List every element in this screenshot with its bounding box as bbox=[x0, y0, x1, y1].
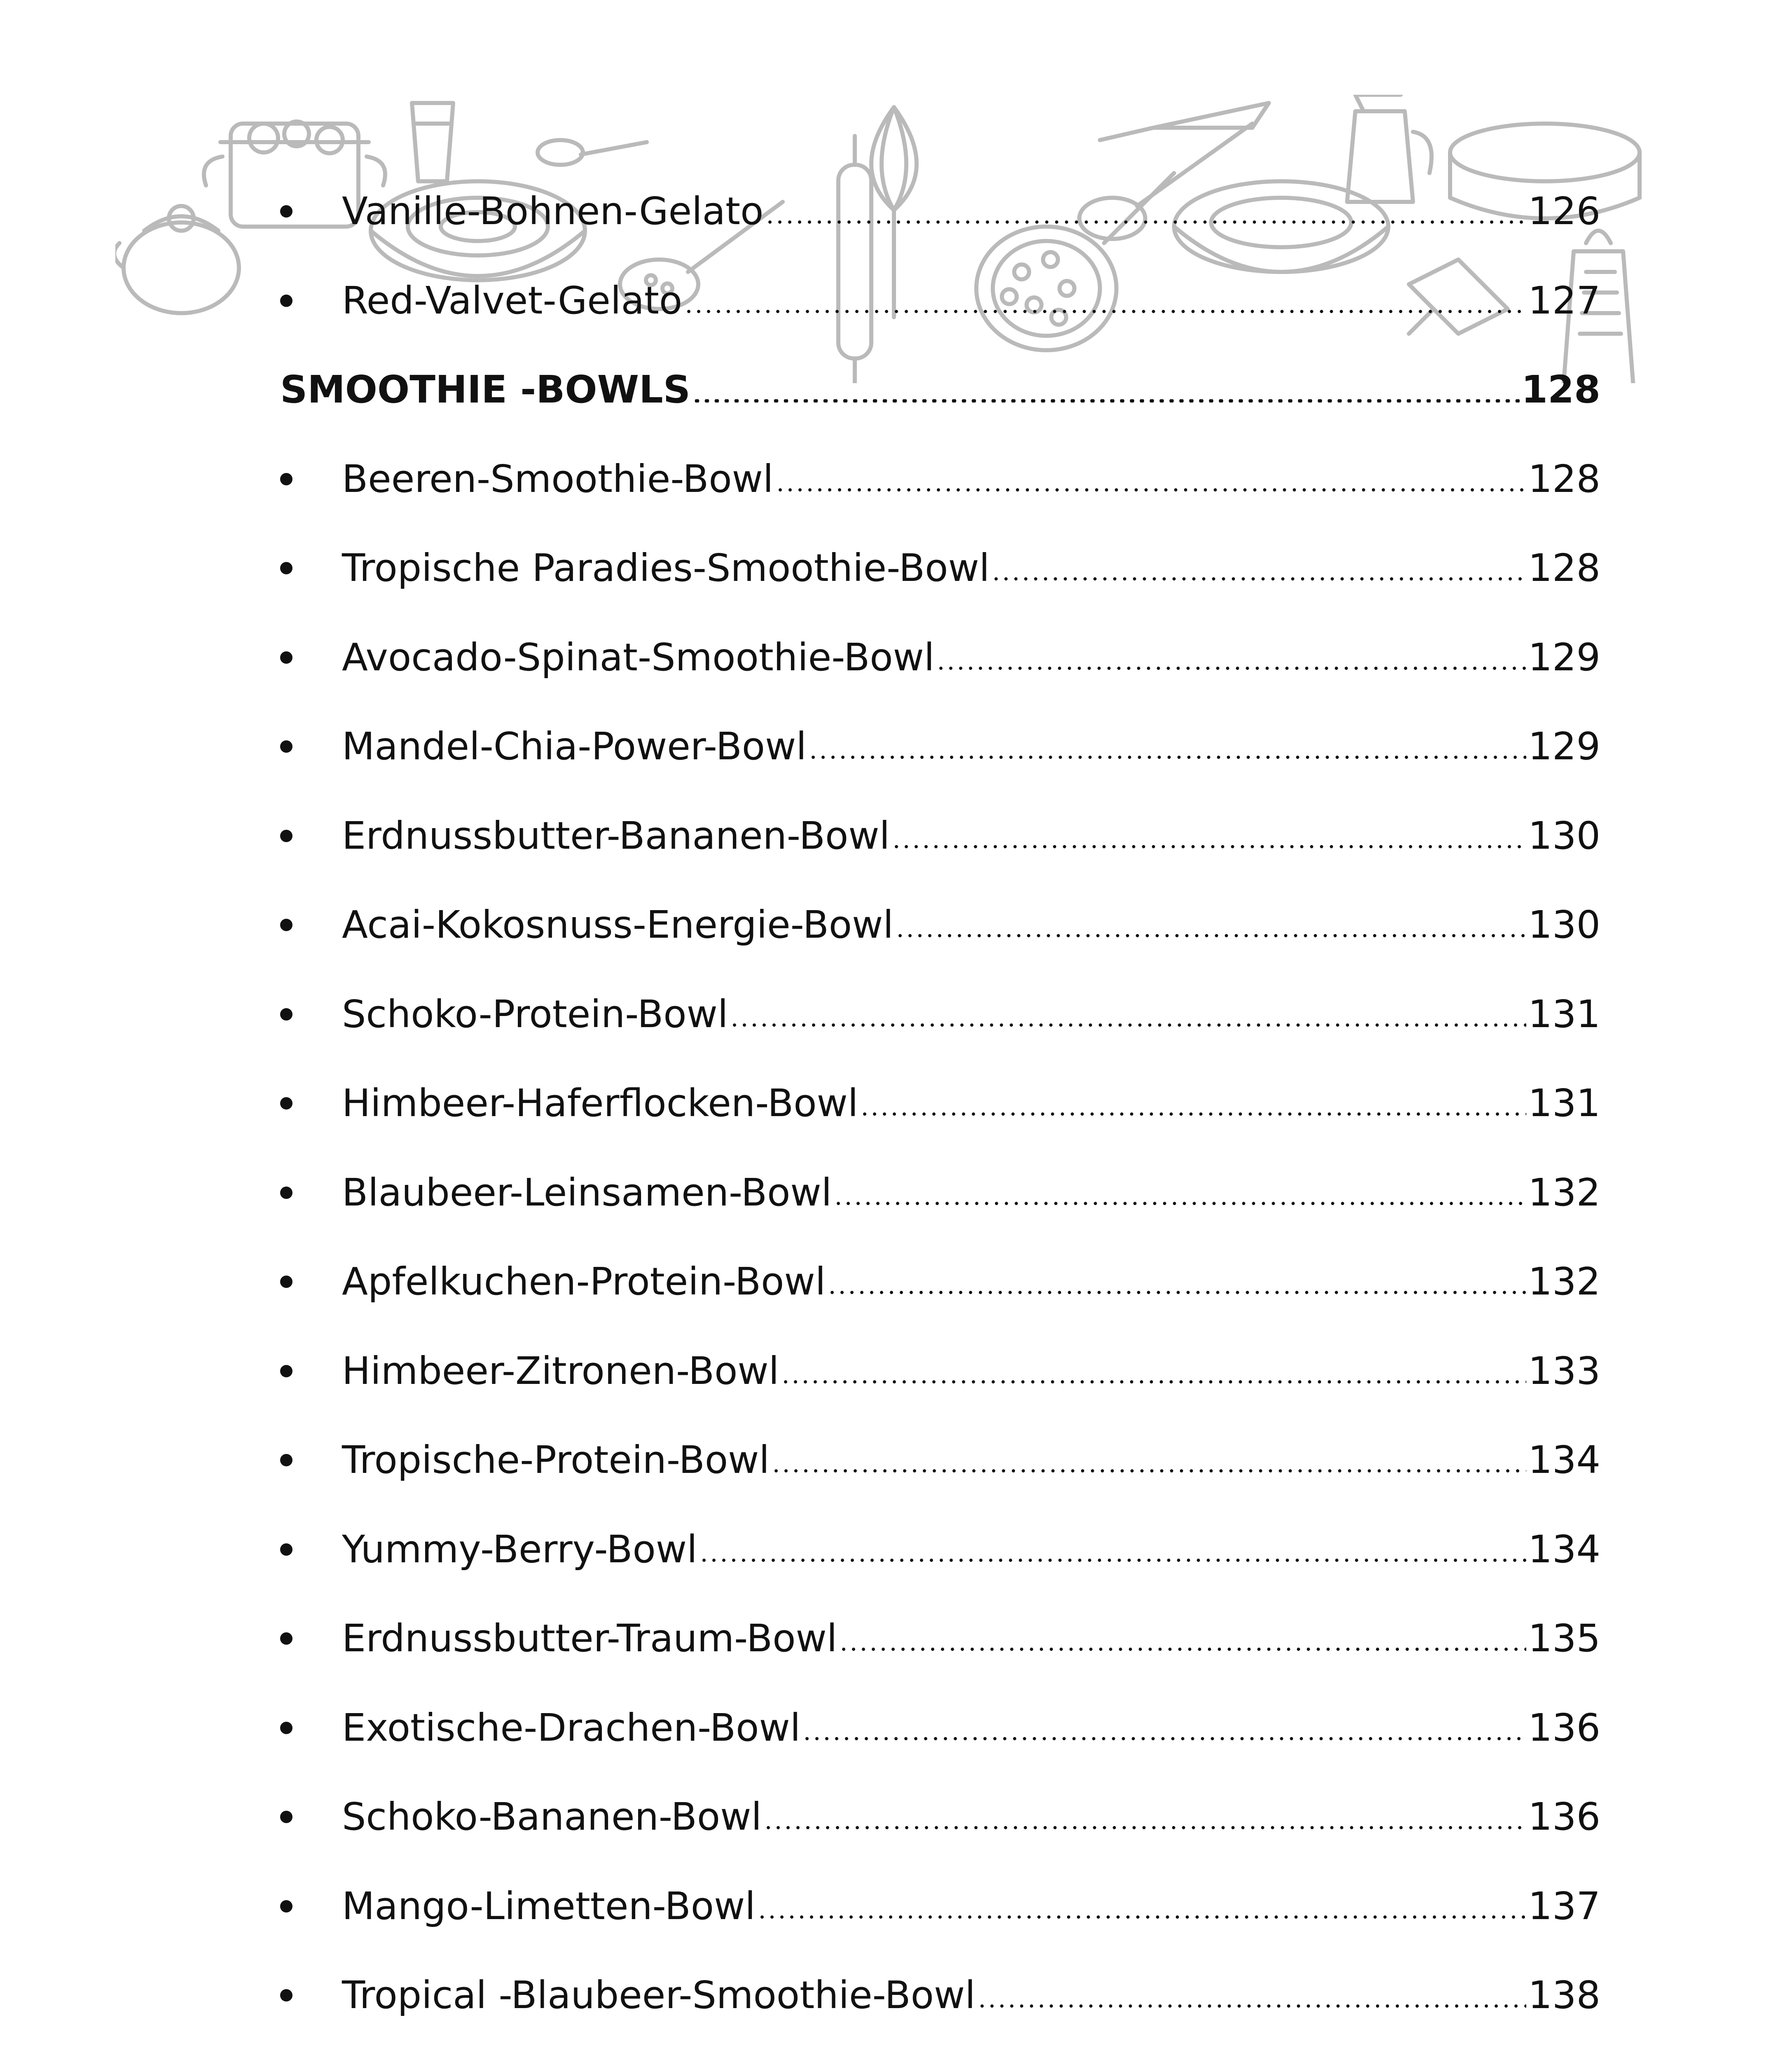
toc-entry[interactable] bbox=[280, 1594, 1600, 1683]
toc-entry-page: 132 bbox=[1528, 1170, 1600, 1215]
dot-leader bbox=[808, 756, 1526, 759]
bullet-icon bbox=[280, 295, 292, 307]
toc-entry-title: Avocado-Spinat-Smoothie-Bowl bbox=[342, 635, 935, 679]
toc-entry-title: Tropische Paradies-Smoothie-Bowl bbox=[342, 546, 990, 590]
toc-entry-page: 135 bbox=[1528, 1616, 1600, 1661]
toc-entry[interactable] bbox=[280, 791, 1600, 881]
dot-leader bbox=[730, 1023, 1526, 1027]
bullet-icon bbox=[280, 1008, 292, 1021]
toc-entry-page: 126 bbox=[1528, 189, 1600, 234]
toc-entry[interactable] bbox=[280, 702, 1600, 791]
toc-section-title: SMOOTHIE -BOWLS bbox=[280, 368, 690, 412]
toc-entry[interactable] bbox=[280, 1505, 1600, 1594]
toc-section-page: 128 bbox=[1521, 368, 1600, 412]
toc-entry[interactable] bbox=[280, 970, 1600, 1059]
toc-entry[interactable] bbox=[280, 1148, 1600, 1238]
bullet-icon bbox=[280, 1365, 292, 1377]
toc-entry-title: Yummy-Berry-Bowl bbox=[342, 1527, 697, 1571]
toc-entry[interactable] bbox=[280, 880, 1600, 970]
toc-entry-page: 136 bbox=[1528, 1705, 1600, 1750]
toc-entry-title: Apfelkuchen-Protein-Bowl bbox=[342, 1259, 826, 1304]
toc-entry-title: Himbeer-Haferflocken-Bowl bbox=[342, 1081, 859, 1126]
toc-entry-title: Beeren-Smoothie-Bowl bbox=[342, 456, 774, 501]
dot-leader bbox=[757, 1915, 1527, 1919]
dot-leader bbox=[692, 398, 1520, 403]
dot-leader bbox=[827, 1291, 1526, 1294]
toc-entry-title: Mandel-Chia-Power-Bowl bbox=[342, 724, 807, 769]
toc-entry-title: Schoko-Protein-Bowl bbox=[342, 992, 728, 1036]
toc-entry-page: 137 bbox=[1528, 1884, 1600, 1928]
toc-entry-title: Red-Valvet-Gelato bbox=[342, 278, 683, 323]
toc-entry[interactable] bbox=[280, 1862, 1600, 1951]
toc-entry-page: 134 bbox=[1528, 1527, 1600, 1571]
toc-entry-title: Blaubeer-Leinsamen-Bowl bbox=[342, 1170, 832, 1215]
toc-entry[interactable] bbox=[280, 167, 1600, 256]
toc-entry-page: 129 bbox=[1528, 724, 1600, 769]
toc-entry-title: Tropische-Protein-Bowl bbox=[342, 1438, 770, 1482]
dot-leader bbox=[771, 1469, 1526, 1472]
knife-icon bbox=[1100, 103, 1269, 140]
toc-entry[interactable] bbox=[280, 1237, 1600, 1327]
sugar-bowl-icon bbox=[115, 206, 239, 313]
toc-entry[interactable] bbox=[280, 1059, 1600, 1148]
toc-entry-page: 129 bbox=[1528, 635, 1600, 679]
toc-section-heading[interactable] bbox=[280, 345, 1600, 435]
toc-entry[interactable] bbox=[280, 524, 1600, 613]
dot-leader bbox=[775, 488, 1527, 492]
dot-leader bbox=[991, 577, 1526, 581]
dot-leader bbox=[765, 220, 1526, 224]
dot-leader bbox=[860, 1112, 1526, 1116]
dot-leader bbox=[936, 667, 1526, 670]
toc-entry-page: 138 bbox=[1528, 1973, 1600, 2018]
toc-entry-page: 132 bbox=[1528, 1259, 1600, 1304]
toc-entry[interactable] bbox=[280, 1772, 1600, 1862]
toc-entry-page: 134 bbox=[1528, 1438, 1600, 1482]
dot-leader bbox=[977, 2004, 1527, 2008]
toc-entry-page: 127 bbox=[1528, 278, 1600, 323]
toc-entry-page: 131 bbox=[1528, 1081, 1600, 1126]
toc-entry-title: Schoko-Bananen-Bowl bbox=[342, 1795, 762, 1839]
bullet-icon bbox=[280, 1543, 292, 1556]
toc-entry-title: Acai-Kokosnuss-Energie-Bowl bbox=[342, 903, 894, 947]
toc-entry[interactable] bbox=[280, 256, 1600, 346]
dot-leader bbox=[781, 1380, 1526, 1383]
toc-entry-page: 136 bbox=[1528, 1795, 1600, 1839]
spoon-icon bbox=[538, 140, 647, 165]
bullet-icon bbox=[280, 1722, 292, 1734]
dot-leader bbox=[895, 934, 1526, 937]
bullet-icon bbox=[280, 473, 292, 485]
toc-entry[interactable] bbox=[280, 435, 1600, 524]
dot-leader bbox=[839, 1648, 1526, 1651]
toc-entry-page: 133 bbox=[1528, 1348, 1600, 1393]
toc-entry-page: 131 bbox=[1528, 992, 1600, 1036]
dot-leader bbox=[684, 310, 1526, 313]
dot-leader bbox=[699, 1559, 1527, 1562]
dot-leader bbox=[833, 1202, 1526, 1205]
dot-leader bbox=[891, 845, 1526, 848]
toc-entry-title: Exotische-Drachen-Bowl bbox=[342, 1705, 801, 1750]
bullet-icon bbox=[280, 1187, 292, 1199]
dot-leader bbox=[802, 1737, 1526, 1740]
toc-entry-page: 130 bbox=[1528, 813, 1600, 858]
bullet-icon bbox=[280, 1900, 292, 1913]
bullet-icon bbox=[280, 651, 292, 664]
toc-entry-title: Tropical -Blaubeer-Smoothie-Bowl bbox=[342, 1973, 976, 2018]
toc-entry[interactable] bbox=[280, 1683, 1600, 1773]
toc-entry[interactable] bbox=[280, 1416, 1600, 1505]
toc-entry-page: 128 bbox=[1528, 456, 1600, 501]
toc-entry-page: 130 bbox=[1528, 903, 1600, 947]
table-of-contents bbox=[280, 167, 1600, 2060]
dot-leader bbox=[763, 1826, 1526, 1829]
toc-entry-title: Vanille-Bohnen-Gelato bbox=[342, 189, 764, 234]
bullet-icon bbox=[280, 830, 292, 842]
toc-entry-title: Himbeer-Zitronen-Bowl bbox=[342, 1348, 779, 1393]
toc-entry[interactable] bbox=[280, 613, 1600, 702]
toc-entry[interactable] bbox=[280, 1951, 1600, 2040]
toc-entry-title: Erdnussbutter-Bananen-Bowl bbox=[342, 813, 890, 858]
toc-entry[interactable] bbox=[280, 2040, 1600, 2060]
toc-entry-title: Mango-Limetten-Bowl bbox=[342, 1884, 756, 1928]
toc-entry[interactable] bbox=[280, 1327, 1600, 1416]
toc-entry-page: 128 bbox=[1528, 546, 1600, 590]
toc-entry-title: Erdnussbutter-Traum-Bowl bbox=[342, 1616, 838, 1661]
